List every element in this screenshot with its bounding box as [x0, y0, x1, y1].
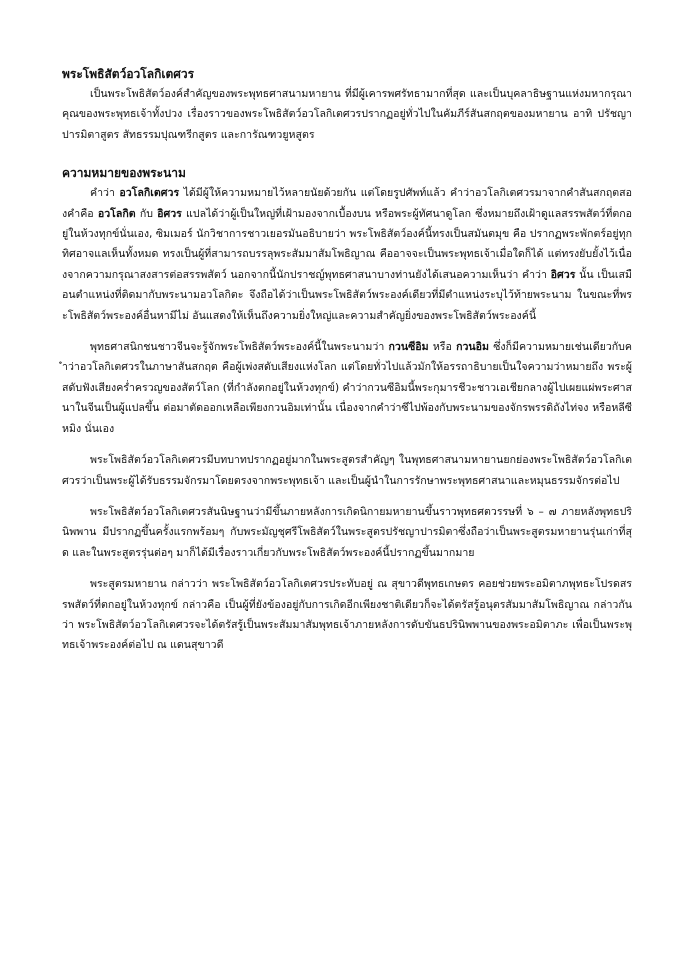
document-page	[62, 64, 632, 656]
text-run: ได้มีผู้ให้ความหมายไว้หลายนัยด้วยกัน แต่โดยรูปศัพท์แล้ว คำว่าอวโลกิเตศวรมาจากคำสันสกฤตสองคำคือ	[62, 187, 632, 220]
meaning-paragraph-2	[62, 337, 632, 439]
section-heading-meaning-of-name: ความหมายของพระนาม	[62, 166, 186, 181]
bold-term-avalokita: อวโลกิต	[97, 207, 136, 220]
text-run: คำว่า	[90, 187, 120, 200]
text-run: ซึ่งก็มีความหมายเช่นเดียวกับคำว่าอวโลกิเตศวรในภาษาสันสกฤต คือผู้เพ่งสดับเสียงแห่งโลก แต่โดยทั่วไปแล้วมักให้อรรถาธิบายเป็นใจความว่าหมายถึง พระผู้สดับฟังเสียงคร่ำครวญของสัตว์โลก (ที่กำลังตกอยู่ในห้วงทุกข์) คำว่ากวนซีอิมนี้พระกุมารชีวะชาวเอเชียกลางผู้ไปเผยแผ่พระศาสนาในจีนเป็นผู้แปลขึ้น ต่อมาตัดออกเหลือเพียงกวนอิมเท่านั้น เนื่องจากคำว่าซีไปพ้องกับพระนามของจักรพรรดิถังไท่จง หรือหลีซีหมิง นั่นเอง	[62, 341, 632, 435]
text-run: แปลได้ว่าผู้เป็นใหญ่ที่เฝ้ามองจากเบื้องบน หรือพระผู้ทัศนาดูโลก ซึ่งหมายถึงเฝ้าดูแลสรรพสัตว์ที่ตกอยู่ในห้วงทุกข์นั่นเอง, ซิมเมอร์ นักวิชาการชาวเยอรมันอธิบายว่า พระโพธิสัตว์องค์นี้ทรงเป็นสมันตมุข คือ ปรากฏพระพักตร์อยู่ทุกทิศอาจแลเห็นทั้งหมด ทรงเป็นผู้ที่สามารถบรรลุพระสัมมาสัมโพธิญาณ คืออาจจะเป็นพระพุทธเจ้าเมื่อใดก็ได้ แต่ทรงยับยั้งไว้เนื่องจากความกรุณาสงสารต่อสรรพสัตว์ นอกจากนี้นักปราชญ์พุทธศาสนาบางท่านยังได้เสนอความเห็นว่า คำว่า	[62, 207, 633, 281]
meaning-paragraph-1	[62, 183, 632, 326]
intro-paragraph: เป็นพระโพธิสัตว์องค์สำคัญของพระพุทธศาสนามหายาน ที่มีผู้เคารพศรัทธามากที่สุด และเป็นบุคลาธิษฐานแห่งมหากรุณาคุณของพระพุทธเจ้าทั้งปวง เรื่องราวของพระโพธิสัตว์อวโลกิเตศวรปรากฏอยู่ทั่วไปในคัมภีร์สันสกฤตของมหายาน อาทิ ปรัชญาปารมิตาสูตร สัทธรรมปุณฑรีกสูตร และการัณฑวยูหสูตร	[62, 88, 632, 141]
bold-term-ishvara: อิศวร	[157, 207, 182, 220]
text-run: หรือ	[428, 341, 457, 354]
text-run: นั้น เป็นเสมือนตำแหน่งที่ติดมากับพระนามอวโลกิตะ จึงถือได้ว่าเป็นพระโพธิสัตว์พระองค์เดียวที่มีตำแหน่งระบุไว้ท้ายพระนาม ในขณะที่พระโพธิสัตว์พระองค์อื่นหามีไม่ อันแสดงให้เห็นถึงความยิ่งใหญ่และความสำคัญยิ่งของพระโพธิสัตว์พระองค์นี้	[62, 268, 632, 322]
section-heading-avalokiteshvara: พระโพธิสัตว์อวโลกิเตศวร	[62, 67, 195, 81]
bold-term-guanshiyin: กวนซีอิม	[388, 341, 429, 354]
meaning-paragraph-5: พระสูตรมหายาน กล่าวว่า พระโพธิสัตว์อวโลกิเตศวรประทับอยู่ ณ สุขาวดีพุทธเกษตร คอยช่วยพระอมิตาภพุทธะโปรดสรรพสัตว์ที่ตกอยู่ในห้วงทุกข์ กล่าวคือ เป็นผู้ที่ยังข้องอยู่กับการเกิดอีกเพียงชาติเดียวก็จะได้ตรัสรู้อนุตรสัมมาสัมโพธิญาณ กล่าวกันว่า พระโพธิสัตว์อวโลกิเตศวรจะได้ตรัสรู้เป็นพระสัมมาสัมพุทธเจ้าภายหลังการดับขันธปรินิพพานของพระอมิตาภะ เพื่อเป็นพระพุทธเจ้าพระองค์ต่อไป ณ แดนสุขาวดี	[62, 578, 632, 652]
meaning-paragraph-3: พระโพธิสัตว์อวโลกิเตศวรมีบทบาทปรากฏอยู่มากในพระสูตรสำคัญๆ ในพุทธศาสนามหายานยกย่องพระโพธิสัตว์อวโลกิเตศวรว่าเป็นพระผู้ได้รับธรรมจักรมาโดยตรงจากพระพุทธเจ้า และเป็นผู้นำในการรักษาพระพุทธศาสนาและหมุนธรรมจักรต่อไป	[62, 454, 632, 487]
bold-term-avalokiteshvara: อวโลกิเตศวร	[119, 187, 180, 200]
bold-term-guanyin: กวนอิม	[456, 341, 490, 354]
bold-term-ishvara-2: อิศวร	[550, 268, 576, 281]
meaning-paragraph-4: พระโพธิสัตว์อวโลกิเตศวรสันนิษฐานว่ามีขึ้นภายหลังการเกิดนิกายมหายานขึ้นราวพุทธศตวรรษที่ ๖ – ๗ ภายหลังพุทธปรินิพพาน มีปรากฏขึ้นครั้งแรกพร้อมๆ กับพระมัญชุศรีโพธิสัตว์ในพระสูตรปรัชญาปารมิตาซึ่งถือว่าเป็นพระสูตรมหายานรุ่นเก่าที่สุด และในพระสูตรรุ่นต่อๆ มาก็ได้มีเรื่องราวเกี่ยวกับพระโพธิสัตว์พระองค์นี้ปรากฏขึ้นมากมาย	[62, 505, 632, 559]
text-run: กับ	[135, 207, 158, 220]
text-run: พุทธศาสนิกชนชาวจีนจะรู้จักพระโพธิสัตว์พระองค์นี้ในพระนามว่า	[90, 341, 389, 354]
